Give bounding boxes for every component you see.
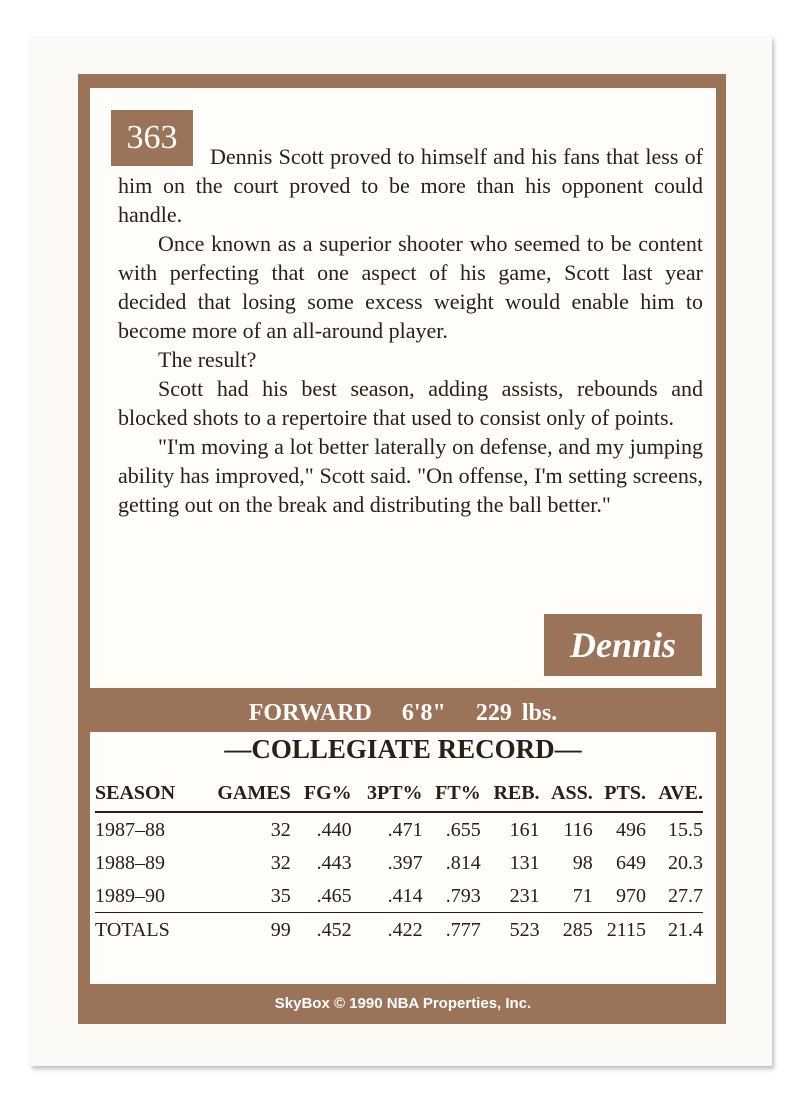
header-ave: AVE. (646, 780, 703, 812)
cell: 161 (509, 818, 540, 841)
cell: 20.3 (668, 851, 703, 874)
cell: 32 (270, 818, 291, 841)
header-games: GAMES (197, 780, 291, 812)
totals-row (95, 913, 703, 947)
cell: .397 (387, 851, 423, 874)
weight: 229 lbs. (475, 700, 558, 726)
cell: 27.7 (668, 884, 703, 907)
header-pts: PTS. (593, 780, 646, 812)
cell: 231 (509, 884, 540, 907)
bio-paragraph: The result? (158, 347, 257, 372)
cell: 970 (615, 884, 646, 907)
cell: .443 (316, 851, 352, 874)
header-3pt: 3PT% (352, 780, 423, 812)
height: 6'8" (401, 700, 446, 726)
copyright-footer: SkyBox © 1990 NBA Properties, Inc. (274, 995, 532, 1012)
cell: .440 (316, 818, 352, 841)
cell: 649 (615, 851, 646, 874)
cell: .414 (387, 884, 423, 907)
cell: 285 (540, 913, 593, 947)
cell: TOTALS (95, 913, 197, 947)
cell: .814 (445, 851, 481, 874)
cell: .777 (423, 913, 481, 947)
header-ft: FT% (423, 780, 481, 812)
cell: .465 (316, 884, 352, 907)
cell: 98 (572, 851, 593, 874)
signature-logo: Dennis (544, 614, 702, 676)
cell: 1987–88 (95, 818, 165, 841)
cell: 2115 (593, 913, 646, 947)
cell: 99 (197, 913, 291, 947)
bio-paragraph: Once known as a superior shooter who seemed to be content with perfecting that one aspect of his game, Scott last year decided that losing some excess weight would enable him to become more of an all-around player. (118, 231, 703, 343)
table-row (95, 812, 703, 846)
header-ass: ASS. (540, 780, 593, 812)
cell: 32 (270, 851, 291, 874)
bio-paragraph: Scott had his best season, adding assists, rebounds and blocked shots to a repertoire that used to consist only of points. (118, 376, 703, 430)
cell: 523 (481, 913, 540, 947)
cell: 496 (615, 818, 646, 841)
cell: 1989–90 (95, 884, 165, 907)
cell: .655 (445, 818, 481, 841)
stats-header-row (95, 780, 703, 812)
cell: .422 (352, 913, 423, 947)
table-row (95, 846, 703, 879)
position: FORWARD (248, 700, 372, 726)
bio-paragraph: "I'm moving a lot better laterally on defense, and my jumping ability has improved," Scott said. "On offense, I'm setting screens, getting out on the break and distributing the ball better." (118, 434, 703, 517)
record-title: —COLLEGIATE RECORD— (224, 734, 582, 764)
cell: .471 (387, 818, 423, 841)
header-fg: FG% (291, 780, 352, 812)
bio-paragraph: Dennis Scott proved to himself and his fans that less of him on the court proved to be more than his opponent could handle. (118, 144, 703, 227)
cell: 116 (563, 818, 593, 841)
cell: 15.5 (668, 818, 703, 841)
cell: .452 (291, 913, 352, 947)
stats-table (95, 780, 703, 946)
table-row (95, 879, 703, 913)
player-bio (118, 142, 703, 519)
cell: 1988–89 (95, 851, 165, 874)
cell: .793 (445, 884, 481, 907)
cell: 71 (572, 884, 593, 907)
cell: 131 (509, 851, 540, 874)
cell: 35 (270, 884, 291, 907)
card-number: 363 (111, 110, 193, 166)
cell: 21.4 (646, 913, 703, 947)
header-season: SEASON (95, 780, 197, 812)
player-info-bar (90, 696, 716, 730)
header-reb: REB. (481, 780, 540, 812)
